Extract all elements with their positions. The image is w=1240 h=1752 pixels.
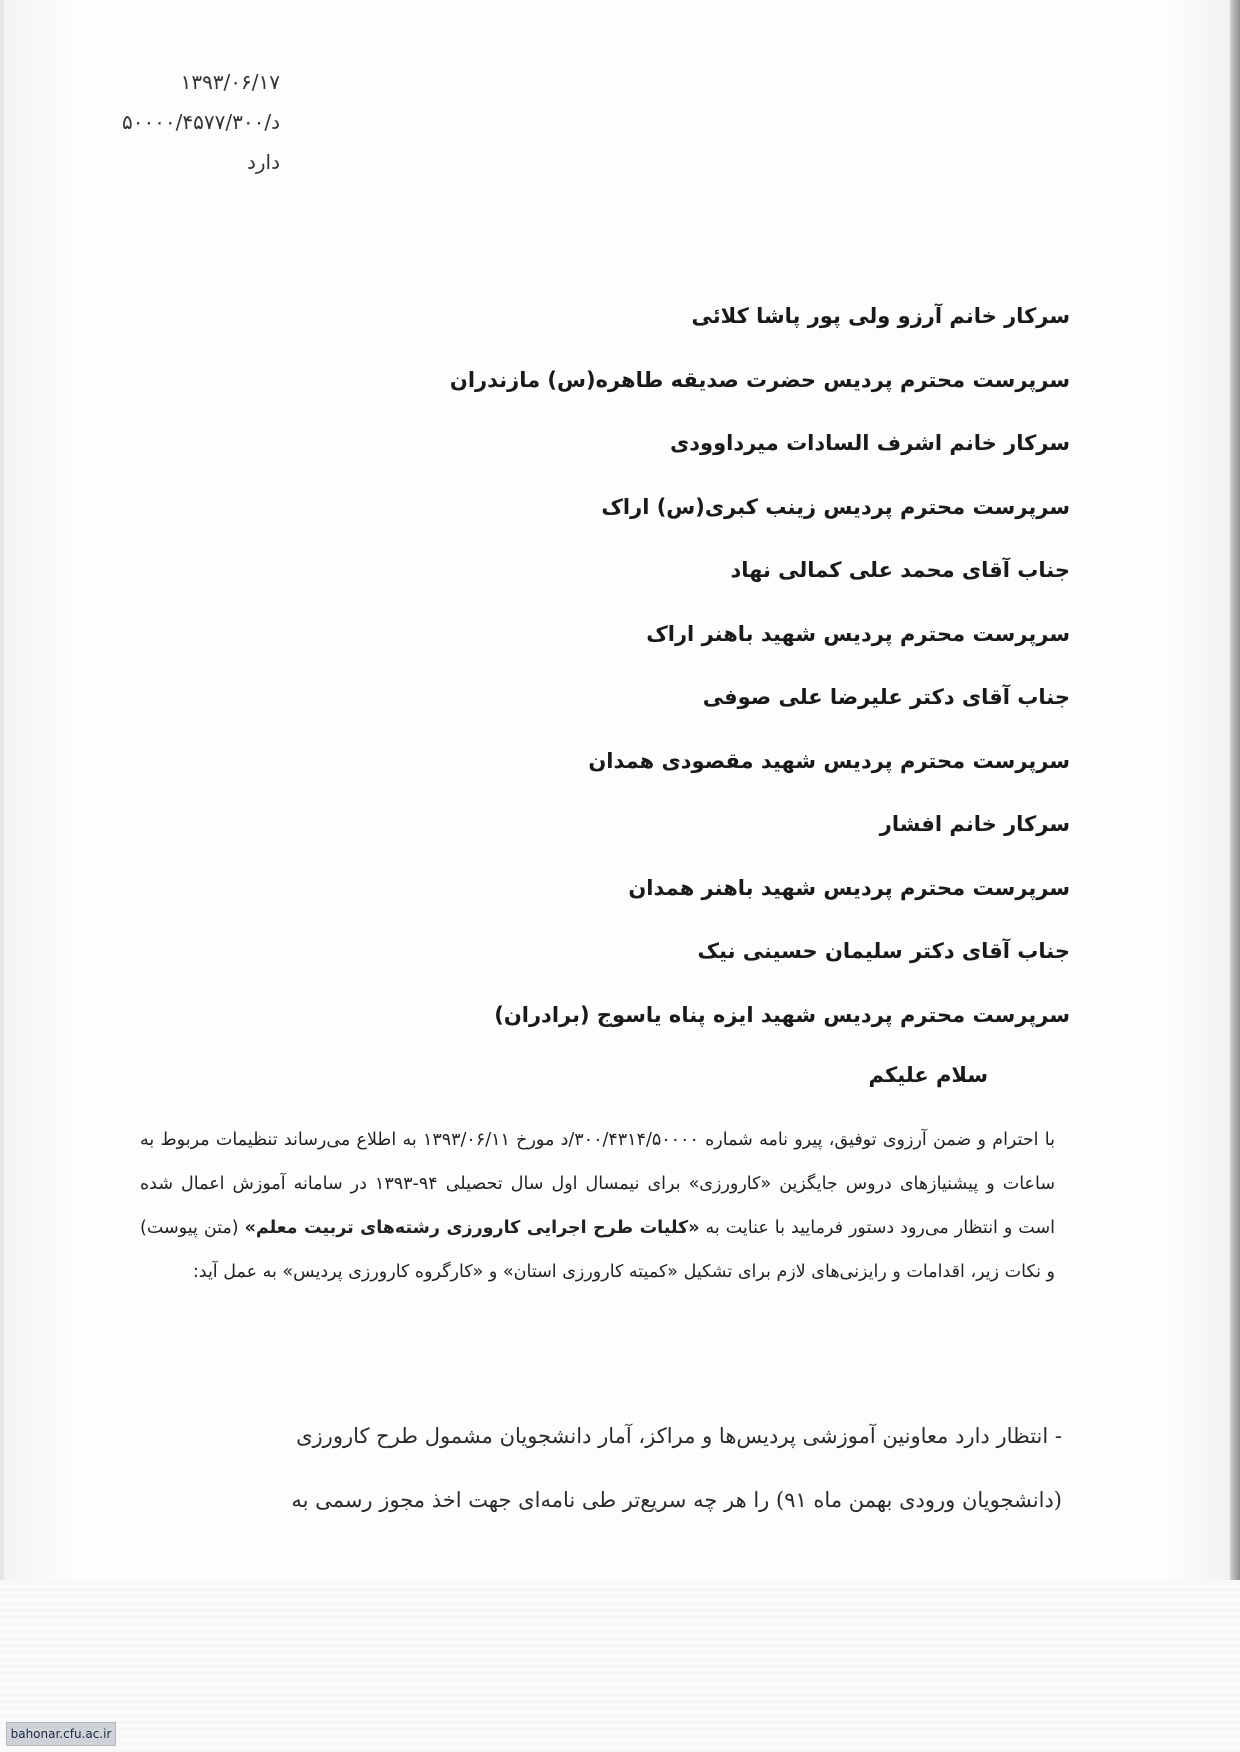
recipient-line: سرکار خانم اشرف السادات میرداوودی [670, 431, 1070, 455]
recipient-line: سرپرست محترم پردیس شهید مقصودی همدان [588, 748, 1070, 773]
recipient-line: جناب آقای دکتر علیرضا علی صوفی [702, 685, 1070, 709]
recipient-line: جناب آقای دکتر سلیمان حسینی نیک [697, 939, 1070, 963]
scan-right-edge [1230, 0, 1240, 1752]
body-text-part2: (متن پیوست) و نکات زیر، اقدامات و رایزنی‌های لازم برای تشکیل «کمیته کارورزی استان» و «کارگروه کارورزی پردیس» به عمل آید: [140, 1218, 1055, 1282]
letter-date: ۱۳۹۳/۰۶/۱۷ [180, 70, 280, 94]
recipient-line: سرکار خانم آرزو ولی پور پاشا کلائی [691, 304, 1070, 328]
handwritten-line-2: (دانشجویان ورودی بهمن ماه ۹۱) را هر چه سریع‌تر طی نامه‌ای جهت اخذ مجوز رسمی به [291, 1488, 1062, 1512]
handwritten-line-1: - انتظار دارد معاونین آموزشی پردیس‌ها و مراکز، آمار دانشجویان مشمول طرح کارورزی [296, 1424, 1062, 1448]
handwritten-note [132, 1404, 1062, 1532]
recipients-list [310, 296, 1070, 1058]
recipient-line: سرپرست محترم پردیس زینب کبری(س) اراک [601, 494, 1070, 519]
site-watermark: bahonar.cfu.ac.ir [6, 1722, 116, 1746]
recipient-line: جناب آقای محمد علی کمالی نهاد [730, 558, 1070, 582]
body-bold-title: «کلیات طرح اجرایی کارورزی رشته‌های تربیت معلم» [244, 1218, 700, 1238]
recipient-line: سرپرست محترم پردیس شهید باهنر همدان [628, 875, 1070, 900]
scan-left-edge [0, 0, 4, 1752]
letter-meta [90, 62, 280, 182]
letter-body [140, 1118, 1055, 1294]
greeting: سلام علیکم [868, 1063, 988, 1087]
recipient-line: سرپرست محترم پردیس حضرت صدیقه طاهره(س) مازندران [449, 367, 1070, 392]
body-paragraph [140, 1118, 1055, 1294]
letter-attachment: دارد [246, 150, 280, 174]
scan-bottom-texture [0, 1580, 1240, 1752]
recipient-line: سرپرست محترم پردیس شهید ایزه پناه یاسوج (برادران) [494, 1002, 1070, 1027]
body-text-part1: با احترام و ضمن آرزوی توفیق، پیرو نامه شماره ۳۰۰/۴۳۱۴/۵۰۰۰۰/د مورخ ۱۳۹۳/۰۶/۱۱ به اطلاع می‌رساند تنظیمات مربوط به ساعات و پیشنیازهای دروس جایگزین «کارورزی» برای نیمسال اول سال تحصیلی ۹۴-۱۳۹۳ در سامانه آموزش اعمال شده است و انتظار می‌رود دستور فرمایید با عنایت به [140, 1130, 1056, 1238]
recipient-line: سرکار خانم افشار [879, 812, 1070, 836]
letter-number: د/۵۰۰۰۰/۴۵۷۷/۳۰۰ [121, 110, 280, 134]
recipient-line: سرپرست محترم پردیس شهید باهنر اراک [646, 621, 1070, 646]
